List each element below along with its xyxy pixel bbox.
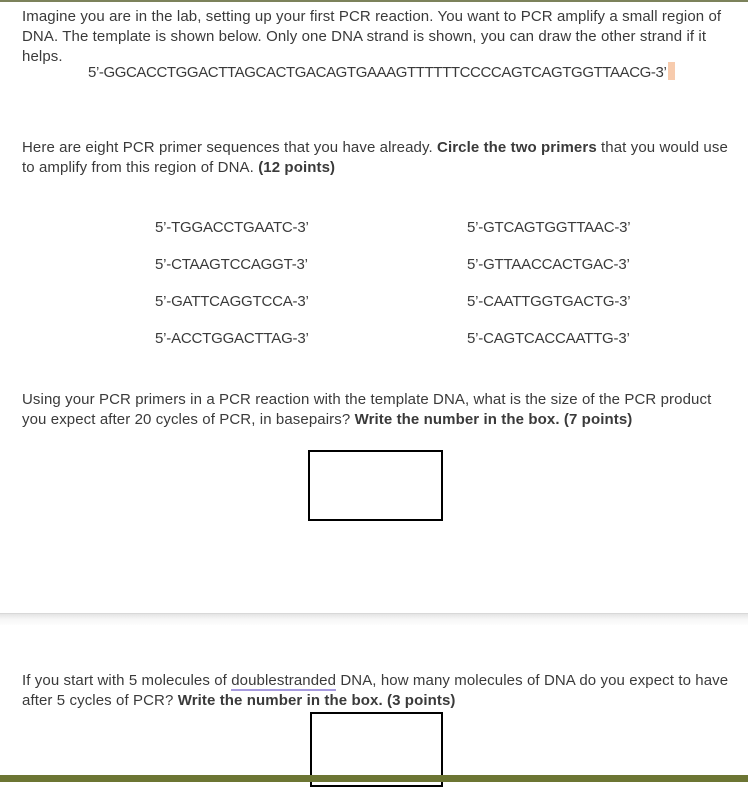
primer-item: 5’-CAATTGGTGACTG-3’ xyxy=(467,293,631,310)
product-size-question-bold: Write the number in the box. (7 points) xyxy=(354,411,633,428)
primer-item: 5’-GATTCAGGTCCA-3’ xyxy=(155,293,309,310)
primer-item: 5’-ACCTGGACTTAG-3’ xyxy=(155,330,309,347)
product-size-answer-box[interactable] xyxy=(308,450,443,521)
primer-question-points: (12 points) xyxy=(258,159,336,176)
dna-template-line xyxy=(88,62,675,81)
primer-item: 5’-GTTAACCACTGAC-3’ xyxy=(467,256,630,273)
primer-question-paragraph xyxy=(22,138,728,178)
page-break-divider xyxy=(0,613,748,625)
primer-question-bold-instruction: Circle the two primers xyxy=(437,139,597,156)
text-cursor xyxy=(668,62,675,80)
dna-template-sequence: 5’-GGCACCTGGACTTAGCACTGACAGTGAAAGTTTTTTCCCCAGTCAGTGGTTAACG-3’ xyxy=(88,64,667,81)
bottom-edge-bar xyxy=(0,775,748,782)
intro-paragraph: Imagine you are in the lab, setting up your first PCR reaction. You want to PCR amplify a small region of DNA. The template is shown below. Only one DNA strand is shown, you can draw the other strand if it helps. xyxy=(22,8,722,65)
molecules-question-text-1: If you start with 5 molecules of xyxy=(22,672,232,689)
molecules-question-paragraph xyxy=(22,671,738,711)
top-edge-bar xyxy=(0,0,748,2)
primer-item: 5’-CTAAGTCCAGGT-3’ xyxy=(155,256,308,273)
primer-item: 5’-CAGTCACCAATTG-3’ xyxy=(467,330,630,347)
primer-question-text-2: that you would use to amplify from this region of DNA. xyxy=(22,139,728,176)
primer-item: 5’-GTCAGTGGTTAAC-3’ xyxy=(467,219,631,236)
product-size-question-text: Using your PCR primers in a PCR reaction with the template DNA, what is the size of the PCR product you expect after 20 cycles of PCR, in basepairs? xyxy=(22,391,712,428)
misspelled-word: doublestranded xyxy=(231,672,337,689)
molecules-question-bold: Write the number in the box. (3 points) xyxy=(177,692,456,709)
product-size-question-paragraph xyxy=(22,390,734,430)
primer-question-text-1: Here are eight PCR primer sequences that you have already. xyxy=(22,139,438,156)
primer-item: 5’-TGGACCTGAATC-3’ xyxy=(155,219,309,236)
molecules-question-text-2: DNA, how many molecules of DNA do you expect to have after 5 cycles of PCR? xyxy=(22,672,729,709)
